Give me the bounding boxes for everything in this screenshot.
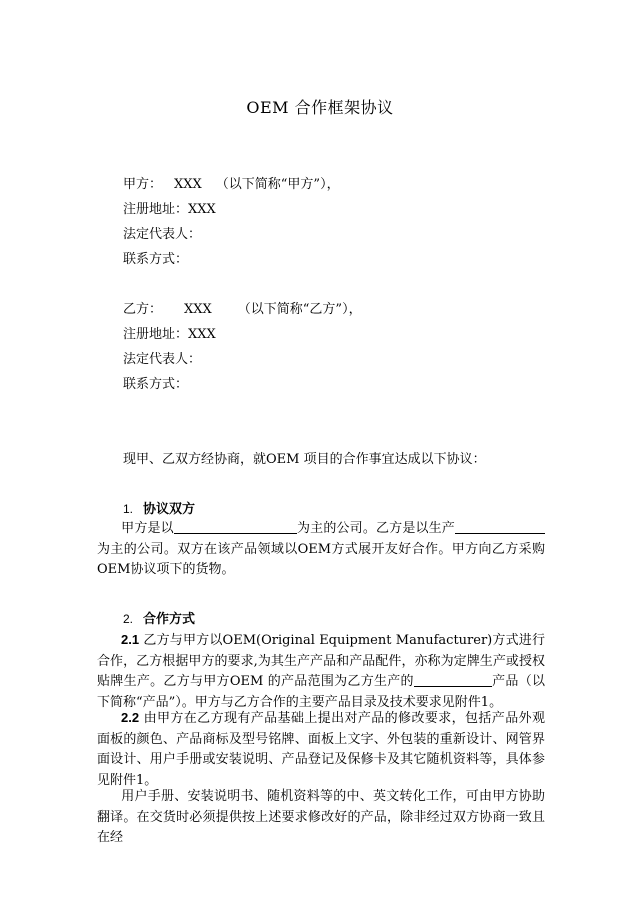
party-a-name: XXX — [174, 177, 202, 192]
section-1-text-a: 甲方是以 — [121, 521, 174, 536]
blank-line — [455, 520, 545, 534]
clause-2-3-text: 用户手册、安装说明书、随机资料等的中、英文转化工作，可由甲方协助翻译。在交货时必须提供按上述要求修改好的产品，除非经过双方协商一致且在经 — [97, 789, 545, 845]
clause-2-1-text-a: 乙方与甲方以OEM(Original Equipment Manufacturer)方式进行合作，乙方根据甲方的要求,为其生产产品和产品配件，亦称为定牌生产或授权贴牌生产。乙方与甲方OEM 的产品范围为乙方生产的 — [97, 633, 545, 689]
section-2-number: 2. — [123, 612, 134, 626]
party-a-representative: 法定代表人： — [123, 227, 202, 242]
section-1-text-b: 为主的公司。乙方是以生产 — [296, 521, 455, 536]
blank-line — [414, 673, 492, 687]
section-2-1-paragraph — [97, 630, 545, 713]
party-a-contact: 联系方式： — [123, 252, 189, 267]
clause-2-2-text: 由甲方在乙方现有产品基础上提出对产品的修改要求，包括产品外观面板的颜色、产品商标及型号铭牌、面板上文字、外包装的重新设计、网管界面设计、用户手册或安装说明、产品登记及保修卡及其它随机资料等，具体参见附件1。 — [97, 711, 545, 788]
section-2-3-paragraph — [97, 787, 545, 849]
clause-2-1-text-b: 产品（以下简称“产品”）。甲方与乙方合作的主要产品目录及技术要求见附件1。 — [97, 674, 545, 710]
party-b-line — [123, 298, 362, 317]
section-1-text-c: 为主的公司。双方在该产品领域以OEM方式展开友好合作。甲方向乙方采购OEM协议项下的货物。 — [97, 541, 545, 577]
section-2-heading — [123, 608, 195, 627]
clause-2-1-number: 2.1 — [121, 632, 140, 647]
section-1-paragraph — [97, 519, 545, 581]
document-title: OEM 合作框架协议 — [246, 98, 394, 117]
clause-2-2-number: 2.2 — [121, 710, 140, 725]
section-2-title: 合作方式 — [143, 611, 196, 626]
intro-statement: 现甲、乙双方经协商，就OEM 项目的合作事宜达成以下协议： — [123, 452, 486, 467]
section-1-title: 协议双方 — [143, 501, 196, 516]
blank-line — [174, 520, 297, 534]
party-b-representative: 法定代表人： — [123, 352, 202, 367]
party-b-label: 乙方： — [123, 302, 163, 317]
party-a-alias: （以下简称“甲方”）， — [215, 177, 340, 192]
section-1-number: 1. — [123, 502, 134, 516]
party-a-line — [123, 173, 340, 192]
party-b-address: 注册地址：XXX — [123, 327, 216, 342]
party-b-name: XXX — [184, 302, 212, 317]
section-1-heading — [123, 498, 195, 517]
party-b-contact: 联系方式： — [123, 377, 189, 392]
party-a-label: 甲方： — [123, 177, 163, 192]
section-2-2-paragraph — [97, 708, 545, 791]
party-a-address: 注册地址：XXX — [123, 202, 216, 217]
party-b-alias: （以下简称“乙方”）， — [237, 302, 362, 317]
